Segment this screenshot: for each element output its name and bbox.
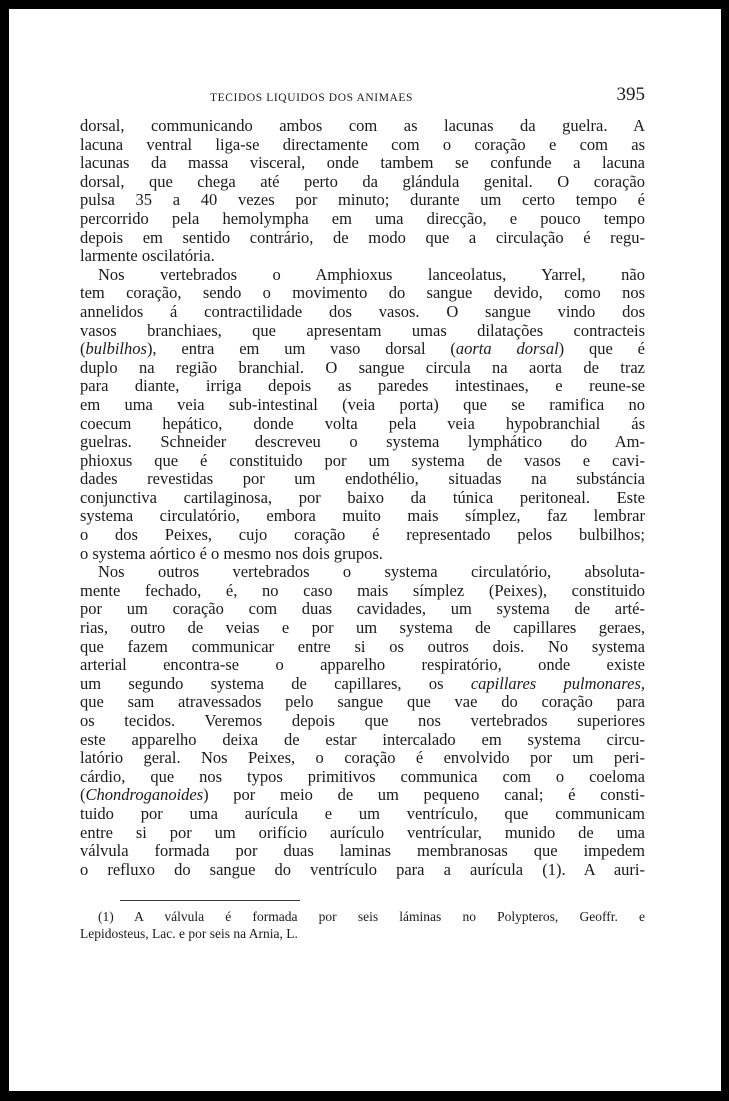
- text-line: larmente oscilatória.: [80, 246, 215, 266]
- footnote-rule: [120, 900, 300, 901]
- text-line: [80, 675, 645, 694]
- text-fragment: (: [80, 785, 86, 805]
- text-line: latório geral. Nos Peixes, o coração é envolvido por um peri-: [80, 748, 645, 768]
- text-line: entre si por um orifício aurículo ventrícular, munido de uma: [80, 822, 645, 842]
- text-line: tuido por uma aurícula e um ventrículo, que communicam: [80, 803, 645, 823]
- text-line: vasos branchiaes, que apresentam umas dilatações contracteis: [80, 320, 645, 340]
- text-line: duplo na região branchial. O sangue circula na aorta de traz: [80, 357, 645, 377]
- text-line: mente fechado, é, no caso mais símplez (Peixes), constituido: [80, 580, 645, 600]
- text-line: o systema aórtico é o mesmo nos dois grupos.: [80, 543, 383, 563]
- text-line: dorsal, que chega até perto da glándula genital. O coração: [80, 171, 645, 191]
- body-text: [80, 117, 645, 879]
- italic-term: bulbilhos: [85, 339, 147, 359]
- text-line: lacunas da massa visceral, onde tambem se confunde a lacuna: [80, 153, 645, 173]
- text-line: o dos Peixes, cujo coração é representado pelos bulbilhos;: [80, 525, 645, 545]
- text-line: annelidos á contractilidade dos vasos. O sangue vindo dos: [80, 301, 645, 321]
- page-number: 395: [616, 84, 645, 105]
- text-fragment: ) por meio de um pequeno canal; é consti-: [203, 785, 645, 805]
- italic-term: capillares pulmonares,: [470, 673, 645, 693]
- text-line: conjunctiva cartilaginosa, por baixo da túnica peritoneal. Este: [80, 487, 645, 507]
- footnote-line: (1) A válvula é formada por seis láminas no Polypteros, Geoffr. e: [98, 909, 645, 924]
- text-line: coecum hepático, donde volta pela veia hypobranchial ás: [80, 413, 645, 433]
- italic-term: aorta dorsal: [455, 339, 559, 359]
- text-line: em uma veia sub-intestinal (veia porta) que se ramifica no: [80, 394, 645, 414]
- text-line: por um coração com duas cavidades, um systema de arté-: [80, 599, 645, 619]
- italic-term: Chondroganoides: [85, 785, 204, 805]
- footnote: [80, 908, 645, 942]
- text-line: rias, outro de veias e por um systema de capillares geraes,: [80, 618, 645, 638]
- text-line: que fazem communicar entre si os outros dois. No systema: [80, 636, 645, 656]
- text-line: [80, 786, 645, 805]
- text-line: este apparelho deixa de estar intercalado em systema circu-: [80, 729, 645, 749]
- text-line: para diante, irriga depois as paredes intestinaes, e reune-se: [80, 376, 645, 396]
- text-line: percorrido pela hemolympha em uma direcção, e pouco tempo: [80, 208, 645, 228]
- text-line: válvula formada por duas laminas membranosas que impedem: [80, 841, 645, 861]
- text-line: dades revestidas por um endothélio, situadas na substáncia: [80, 469, 645, 489]
- text-line: o refluxo do sangue do ventrículo para a aurícula (1). A auri-: [80, 859, 645, 879]
- text-line: guelras. Schneider descreveu o systema lymphático do Am-: [80, 432, 645, 452]
- text-line: os tecidos. Veremos depois que nos vertebrados superiores: [80, 711, 645, 730]
- text-line: [80, 340, 645, 359]
- text-line: depois em sentido contrário, de modo que a circulação é regu-: [80, 227, 645, 247]
- text-line: systema circulatório, embora muito mais símplez, faz lembrar: [80, 506, 645, 526]
- footnote-line: Lepidosteus, Lac. e por seis na Arnia, L.: [80, 926, 298, 941]
- text-line: Nos vertebrados o Amphioxus lanceolatus, Yarrel, não: [98, 264, 645, 284]
- text-line: pulsa 35 a 40 vezes por minuto; durante um certo tempo é: [80, 190, 645, 210]
- running-head: TECIDOS LIQUIDOS DOS ANIMAES: [210, 92, 414, 104]
- text-fragment: (: [80, 339, 86, 359]
- text-fragment: ), entra em um vaso dorsal (: [146, 339, 456, 359]
- text-fragment: um segundo systema de capillares, os: [80, 673, 471, 693]
- text-line: arterial encontra-se o apparelho respiratório, onde existe: [80, 655, 645, 675]
- text-line: dorsal, communicando ambos com as lacunas da guelra. A: [80, 116, 645, 135]
- text-line: lacuna ventral liga-se directamente com o coração e com as: [80, 134, 645, 154]
- text-line: phioxus que é constituido por um systema de vasos e cavi-: [80, 450, 645, 470]
- text-line: Nos outros vertebrados o systema circulatório, absoluta-: [98, 562, 645, 582]
- text-line: tem coração, sendo o movimento do sangue devido, como nos: [80, 283, 645, 303]
- text-line: cárdio, que nos typos primitivos communica com o coeloma: [80, 766, 645, 786]
- page-header: [80, 80, 645, 110]
- text-line: que sam atravessados pelo sangue que vae do coração para: [80, 692, 645, 712]
- text-fragment: ) que é: [558, 339, 645, 359]
